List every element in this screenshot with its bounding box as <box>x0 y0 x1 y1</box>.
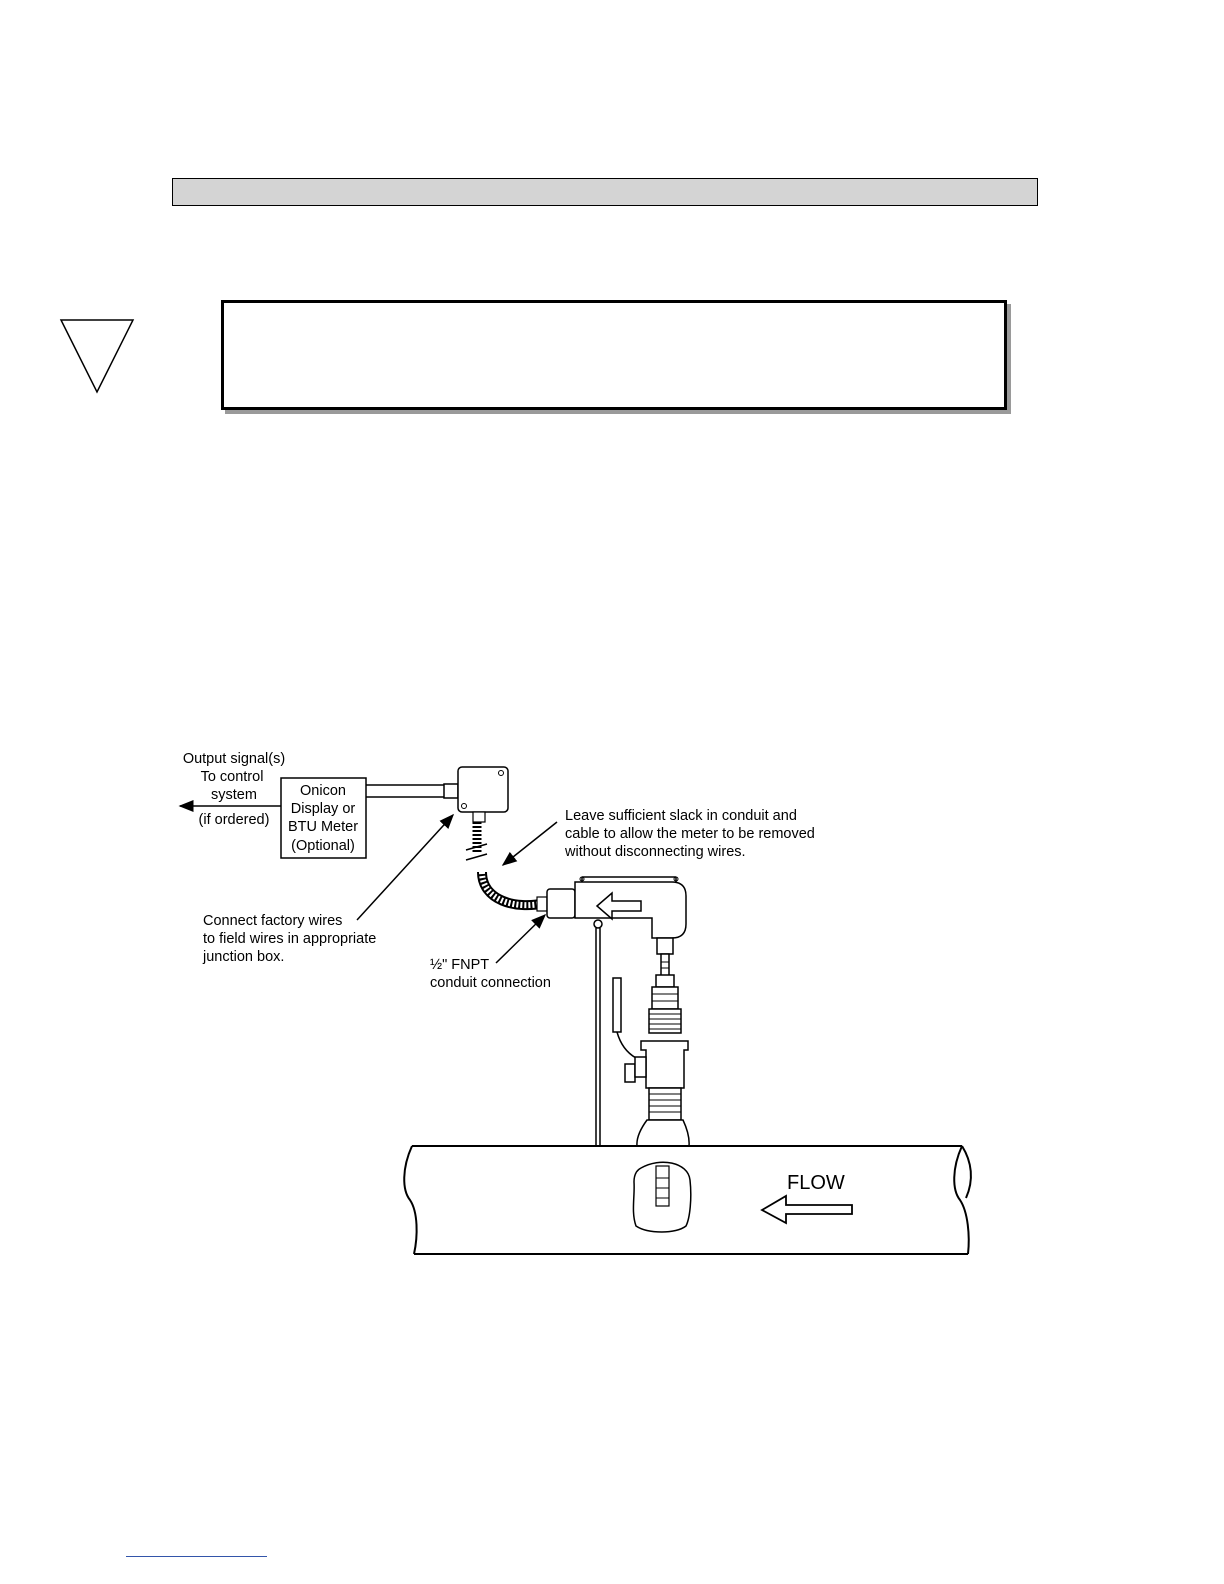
weld-fitting <box>637 1120 689 1146</box>
svg-text:Onicon: Onicon <box>300 783 346 799</box>
svg-text:(Optional): (Optional) <box>291 838 355 854</box>
flow-arrow <box>762 1196 852 1223</box>
svg-text:without disconnecting wires.: without disconnecting wires. <box>565 844 746 860</box>
meter-head <box>537 877 686 938</box>
svg-text:BTU Meter: BTU Meter <box>287 819 359 835</box>
junction-box <box>458 767 508 822</box>
svg-text:½" FNPT: ½" FNPT <box>430 957 490 973</box>
support-rod <box>594 920 602 1146</box>
conduit-note-leader <box>496 915 545 963</box>
pipe-cutaway <box>633 1162 690 1232</box>
slack-note <box>564 808 815 860</box>
junction-note <box>202 913 376 965</box>
insertion-stem <box>649 938 681 1033</box>
svg-text:Output signal(s): Output signal(s) <box>182 751 286 767</box>
svg-text:cable to allow the meter to be: cable to allow the meter to be removed <box>565 826 815 842</box>
svg-text:Connect factory wires: Connect factory wires <box>203 913 343 929</box>
display-conduit <box>366 784 458 798</box>
svg-text:junction box.: junction box. <box>203 949 285 965</box>
slack-note-leader <box>503 822 557 865</box>
flow-label: FLOW <box>787 1172 845 1194</box>
svg-text:to field wires in appropriate: to field wires in appropriate <box>203 931 377 947</box>
svg-text:Display or: Display or <box>290 801 356 817</box>
svg-text:conduit connection: conduit connection <box>430 975 551 991</box>
output-signal-label <box>183 751 285 828</box>
svg-text:system: system <box>211 787 257 803</box>
svg-text:(if ordered): (if ordered) <box>198 812 270 828</box>
svg-text:Leave sufficient slack in cond: Leave sufficient slack in conduit and <box>565 808 797 824</box>
junction-note-leader <box>357 815 453 920</box>
conduit-connection-note <box>430 957 551 991</box>
svg-text:To control: To control <box>200 769 264 785</box>
footnote-separator <box>126 1556 267 1557</box>
